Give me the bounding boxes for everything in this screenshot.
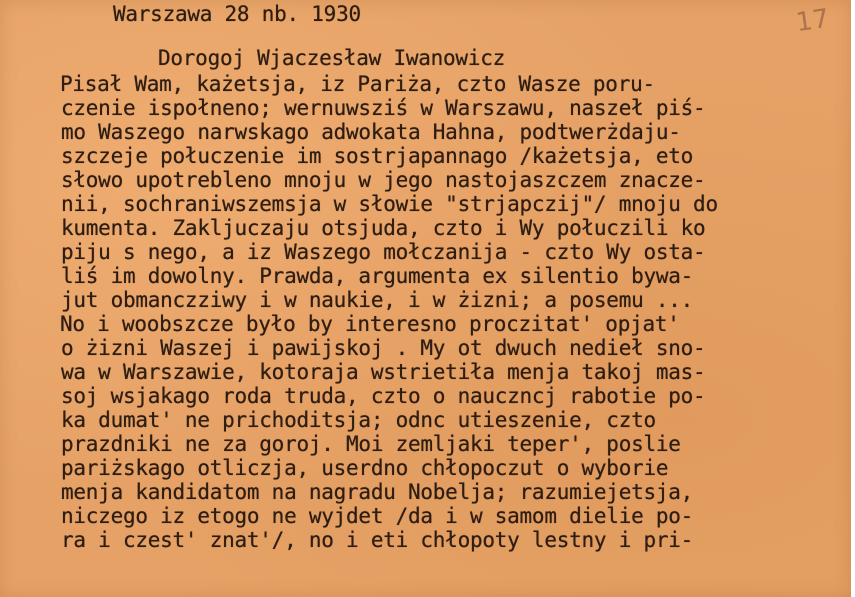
letter-line: niczego iz etogo ne wyjdet /da i w samom dielie po- xyxy=(61,504,694,528)
letter-line: No i woobszcze było by interesno proczitat' opjat' xyxy=(60,312,680,336)
letter-line: wa w Warszawie, kotoraja wstrietiła menja takoj mas- xyxy=(61,360,706,384)
letter-line: czenie ispołneno; wernuwsziś w Warszawu, naszeł piś- xyxy=(61,96,706,120)
archive-number-pencil-mark: 17 xyxy=(794,3,832,39)
letter-line: słowo upotrebleno mnoju w jego nastojaszczem znacze- xyxy=(61,168,706,192)
letter-line: ra i czest' znat'/, no i eti chłopoty lestny i pri- xyxy=(61,528,694,552)
letter-salutation: Dorogoj Wjaczesław Iwanowicz xyxy=(158,46,506,70)
letter-line: liś im dowolny. Prawda, argumenta ex silentio bywa- xyxy=(61,264,694,288)
letter-line: Pisał Wam, każetsja, iz Pariża, czto Wasze poru- xyxy=(60,72,655,96)
letter-line: nii, sochraniwszemsja w słowie "strjapczij"/ mnoju do xyxy=(61,192,718,216)
letter-line: prazdniki ne za goroj. Moi zemljaki teper', poslie xyxy=(61,432,681,456)
letter-line: menja kandidatom na nagradu Nobelja; razumiejetsja, xyxy=(61,480,694,504)
letter-line: jut obmanczziwy i w naukie, i w żizni; a posemu ... xyxy=(61,288,694,312)
letter-line: kumenta. Zakljuczaju otsjuda, czto i Wy połuczili ko xyxy=(61,216,706,240)
letter-line: pariżskago otliczja, userdno chłopoczut o wyborie xyxy=(61,456,669,480)
letter-line: soj wsjakago roda truda, czto o nauczncj rabotie po- xyxy=(61,384,706,408)
letter-heading: Warszawa 28 nb. 1930 xyxy=(113,2,361,26)
letter-line: ka dumat' ne prichoditsja; odnc utieszenie, czto xyxy=(61,408,656,432)
letter-line: piju s nego, a iz Waszego mołczanija - czto Wy osta- xyxy=(61,240,706,264)
letter-line: o żizni Waszej i pawijskoj . My ot dwuch nedieł sno- xyxy=(61,336,706,360)
letter-line: mo Waszego narwskago adwokata Hahna, podtwerżdaju- xyxy=(61,120,681,144)
letter-line: szczeje połuczenie im sostrjapannago /każetsja, eto xyxy=(61,144,694,168)
